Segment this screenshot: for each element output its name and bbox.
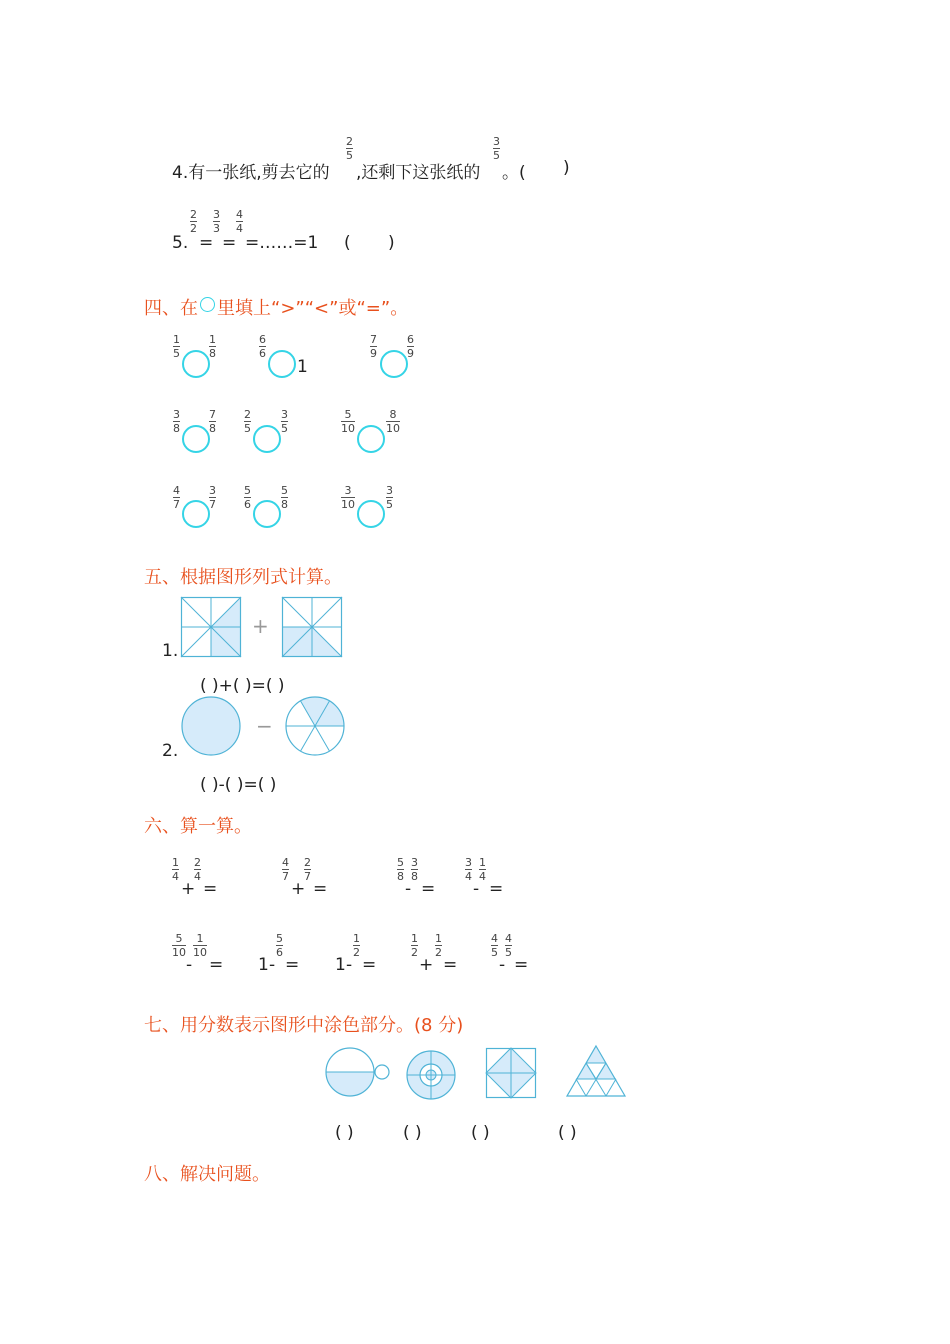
- fraction: 1 10: [193, 932, 207, 959]
- section-4-title: 四、在 里填上“>”“<”或“=”。: [144, 298, 409, 319]
- section-5-title: 五、根据图形列式计算。: [144, 567, 342, 588]
- fraction: 3 8: [411, 856, 418, 883]
- section-6-title: 六、算一算。: [144, 816, 252, 837]
- fraction: 2 2: [190, 208, 197, 235]
- fraction: 4 7: [173, 484, 180, 511]
- fraction: 4 5: [505, 932, 512, 959]
- compare-circle[interactable]: [357, 500, 385, 528]
- answer-paren-open: 。(: [502, 163, 526, 183]
- question-text: 有一张纸,剪去它的: [188, 163, 330, 183]
- compare-circle[interactable]: [380, 350, 408, 378]
- fraction: 2 5: [244, 408, 251, 435]
- equals-sign: =: [443, 955, 458, 975]
- section-8-title: 八、解决问题。: [144, 1164, 270, 1185]
- compare-circle[interactable]: [253, 425, 281, 453]
- fraction: 6 9: [407, 333, 414, 360]
- equals-sign: =: [222, 233, 237, 253]
- compare-circle[interactable]: [182, 350, 210, 378]
- question-number: 2.: [162, 741, 179, 761]
- question-text: ,还剩下这张纸的: [356, 163, 481, 183]
- fraction: 4 7: [282, 856, 289, 883]
- equals-sign: =: [209, 955, 224, 975]
- fraction: 2 5: [346, 135, 353, 162]
- operator: -: [499, 955, 506, 975]
- fraction: 5 8: [397, 856, 404, 883]
- fraction: 1 2: [411, 932, 418, 959]
- answer-paren-close: ): [388, 233, 395, 253]
- operator: +: [419, 955, 434, 975]
- fraction: 8 10: [386, 408, 400, 435]
- fraction: 1 2: [353, 932, 360, 959]
- operator: -: [346, 955, 353, 975]
- compare-circle[interactable]: [357, 425, 385, 453]
- operator: +: [291, 879, 306, 899]
- ring-diagram: [406, 1050, 456, 1100]
- fraction: 3 10: [341, 484, 355, 511]
- fraction: 3 7: [209, 484, 216, 511]
- answer-blank: ( ): [471, 1123, 490, 1143]
- fraction: 3 4: [465, 856, 472, 883]
- fraction: 5 10: [341, 408, 355, 435]
- fraction: 1 8: [209, 333, 216, 360]
- operator: -: [473, 879, 480, 899]
- square-diagram-left: [181, 597, 241, 657]
- answer-blanks: ( )+( )=( ): [200, 676, 285, 696]
- diamond-square-diagram: [486, 1048, 536, 1098]
- equals-sign: =: [514, 955, 529, 975]
- equals-sign: =: [203, 879, 218, 899]
- answer-blank: ( ): [558, 1123, 577, 1143]
- plus-sign: +: [252, 614, 269, 638]
- equals-sign: =: [362, 955, 377, 975]
- fraction: 3 8: [173, 408, 180, 435]
- question-4: [172, 158, 330, 183]
- fraction: 1 4: [172, 856, 179, 883]
- operator: +: [181, 879, 196, 899]
- fraction: 7 9: [370, 333, 377, 360]
- compare-circle[interactable]: [253, 500, 281, 528]
- number: 1: [297, 357, 308, 377]
- answer-blank: ( ): [335, 1123, 354, 1143]
- fraction: 2 4: [194, 856, 201, 883]
- fraction: 1 2: [435, 932, 442, 959]
- operator: -: [405, 879, 412, 899]
- number: 1: [258, 955, 269, 975]
- equals-sign: =: [199, 233, 214, 253]
- circle-icon: [200, 297, 215, 312]
- operator: -: [186, 955, 193, 975]
- compare-circle[interactable]: [268, 350, 296, 378]
- equals-sign: =: [489, 879, 504, 899]
- equals-sign: =: [421, 879, 436, 899]
- semicircle-diagram: [325, 1047, 389, 1097]
- question-number: 5.: [172, 233, 189, 253]
- fraction: 7 8: [209, 408, 216, 435]
- answer-blank: ( ): [403, 1123, 422, 1143]
- fraction: 5 6: [276, 932, 283, 959]
- fraction: 4 4: [236, 208, 243, 235]
- minus-sign: −: [256, 714, 273, 738]
- full-circle-diagram: [181, 696, 241, 756]
- fraction: 6 6: [259, 333, 266, 360]
- question-number: 4.: [172, 163, 189, 183]
- fraction: 5 8: [281, 484, 288, 511]
- sector-circle-diagram: [285, 696, 345, 756]
- compare-circle[interactable]: [182, 425, 210, 453]
- equals-sign: =: [285, 955, 300, 975]
- answer-paren-close: ): [563, 158, 570, 178]
- fraction: 2 7: [304, 856, 311, 883]
- fraction: 3 5: [281, 408, 288, 435]
- section-7-title: 七、用分数表示图形中涂色部分。(8 分): [144, 1015, 464, 1036]
- fraction: 1 4: [479, 856, 486, 883]
- fraction: 1 5: [173, 333, 180, 360]
- question-number: 1.: [162, 641, 179, 661]
- fraction: 5 6: [244, 484, 251, 511]
- compare-circle[interactable]: [182, 500, 210, 528]
- operator: -: [269, 955, 276, 975]
- fraction: 3 5: [386, 484, 393, 511]
- fraction: 3 5: [493, 135, 500, 162]
- number: 1: [335, 955, 346, 975]
- equals-sign: =: [313, 879, 328, 899]
- fraction: 5 10: [172, 932, 186, 959]
- triangle-diagram: [566, 1045, 626, 1097]
- equation-tail: =……=1: [245, 233, 319, 253]
- fraction: 3 3: [213, 208, 220, 235]
- square-diagram-right: [282, 597, 342, 657]
- answer-paren-open: (: [344, 233, 351, 253]
- answer-blanks: ( )-( )=( ): [200, 775, 277, 795]
- fraction: 4 5: [491, 932, 498, 959]
